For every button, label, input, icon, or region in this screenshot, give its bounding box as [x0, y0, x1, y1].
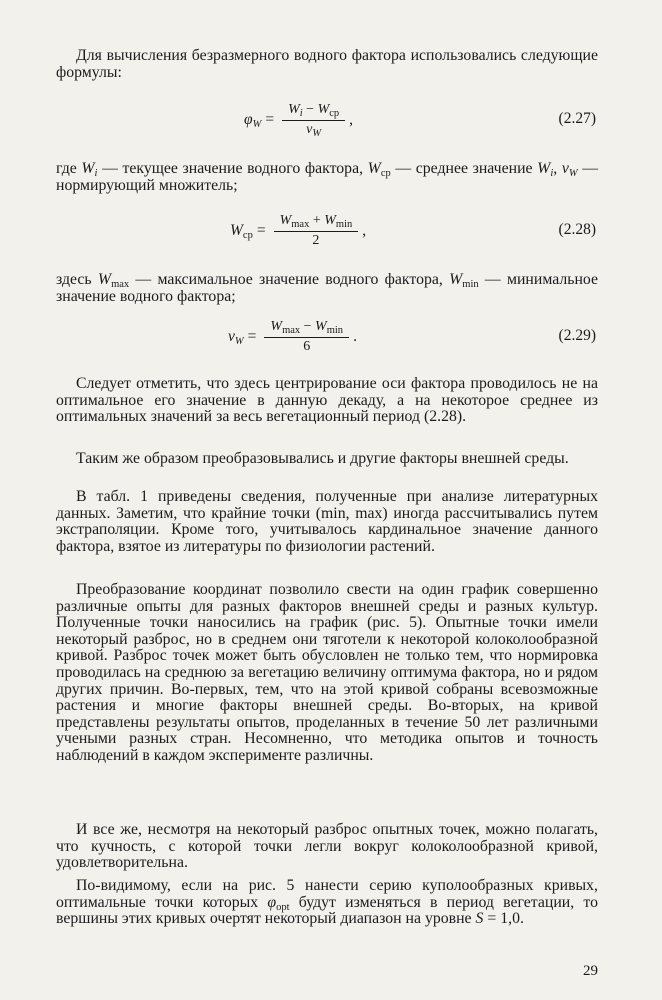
lhs-subscript: W	[234, 336, 244, 347]
fraction-numerator: $W_i - W_{ср}$	[282, 102, 345, 121]
fraction-denominator: $\nu_W$	[306, 122, 322, 139]
equals-sign: =	[265, 111, 275, 128]
equals-sign: =	[256, 222, 266, 239]
equation-tail: ,	[349, 111, 354, 128]
nu-symbol: ν	[228, 328, 235, 345]
fraction-numerator: $W_{max} + W_{min}$	[274, 213, 359, 232]
paragraph-where: где $W_i$ — текущее значение водного фактора, $W_{ср}$ — среднее значение $W_i$, $\nu_W$ — нормирующий множитель;	[56, 160, 598, 194]
equation-tail: .	[353, 328, 357, 345]
paragraph-curves: По-видимому, если на рис. 5 нанести серию куполообразных кривых, оптимальные точки которых $\varphi_{opt}$ будут изменяться в период вегетации, то вершины этих кривых очертят некоторый диапазон на уровне S = 1,0.	[56, 877, 599, 928]
equation-number: (2.28)	[558, 221, 596, 238]
equals-sign: =	[247, 328, 257, 345]
equation-2-27-body	[244, 92, 353, 148]
lhs-subscript: ср	[242, 230, 253, 241]
paragraph-centering: Следует отметить, что здесь центрирование оси фактора проводилось не на оптимальное его значение в данную декаду, а на некоторое среднее из оптимальных значений за весь вегетационный период (2.28).	[56, 375, 598, 426]
lhs-subscript: W	[252, 119, 262, 130]
equation-2-28	[0, 203, 662, 259]
equation-number: (2.29)	[558, 327, 596, 344]
paragraph-coordinates: Преобразование координат позволило свести на один график совершенно различные опыты для разных факторов внешней среды и разных культур. Полученные точки наносились на график (рис. 5). Опытные точки имели некоторый разброс, но в среднем они тяготели к некоторой колоколообразной кривой. Разброс точек может быть обусловлен не только тем, что нормировка проводилась на среднюю за вегетацию величину оптимума фактора, но и рядом других причин. Во-первых, тем, что на этой кривой собраны всевозможные растения и многие факторы внешней среды. Во-вторых, на кривой представлены результаты опытов, проделанных в течение 50 лет различными учеными разных стран. Несомненно, что методика опытов и точность наблюдений в каждом эксперименте различны.	[56, 581, 598, 764]
fraction-numerator: $W_{max} - W_{min}$	[264, 319, 349, 338]
fraction	[282, 102, 345, 138]
fraction	[274, 213, 359, 249]
equation-2-27	[0, 92, 662, 148]
paragraph-here: здесь $W_{max}$ — максимальное значение водного фактора, $W_{min}$ — минимальное значение водного фактора;	[56, 271, 599, 305]
paragraph-table: В табл. 1 приведены сведения, полученные при анализе литературных данных. Заметим, что крайние точки (min, max) иногда рассчитывались путем экстраполяции. Кроме того, учитывалось кардинальное значение данного фактора, взятое из литературы по физиологии растений.	[56, 488, 598, 555]
page-number: 29	[583, 963, 598, 979]
paragraph-other-factors: Таким же образом преобразовывались и другие факторы внешней среды.	[76, 450, 569, 467]
equation-2-29-body	[228, 309, 357, 365]
fraction-denominator: 2	[312, 233, 320, 248]
w-symbol: W	[230, 222, 243, 239]
paragraph-intro: Для вычисления безразмерного водного фактора использовались следующие формулы:	[56, 47, 598, 81]
equation-2-29	[0, 309, 662, 365]
equation-tail: ,	[362, 222, 367, 239]
fraction	[264, 319, 349, 355]
phi-symbol: φ	[244, 111, 253, 128]
equation-2-28-body	[230, 203, 366, 259]
fraction-denominator: 6	[303, 339, 311, 354]
equation-number: (2.27)	[558, 110, 596, 127]
paragraph-scatter: И все же, несмотря на некоторый разброс опытных точек, можно полагать, что кучность, с которой точки легли вокруг колоколообразной кривой, удовлетворительна.	[56, 821, 598, 872]
